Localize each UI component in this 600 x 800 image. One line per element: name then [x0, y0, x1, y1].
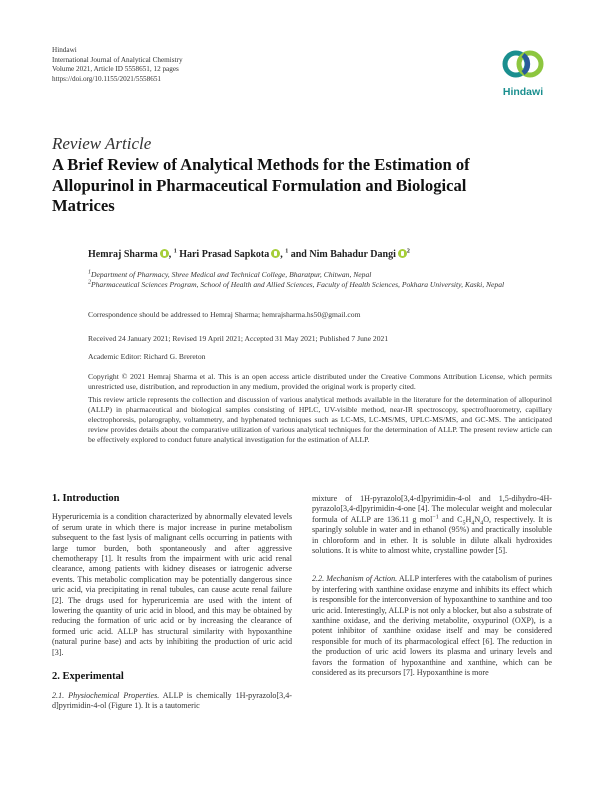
properties-paragraph	[312, 494, 552, 556]
author-and: and	[288, 249, 310, 260]
text-part: mixture of 1H-pyrazolo[3,4-d]pyrimidin-4-ol and 1,5-dihydro-4H-pyrazolo[3,4-d]pyrimidin-4-one [4]. The molecular weight and molecular formula of ALLP are 136.11 g mol	[312, 494, 552, 524]
orcid-icon[interactable]	[271, 249, 280, 258]
paragraph-text: ALLP is chemically 1H-pyrazolo[3,4-d]pyrimidin-4-ol (Figure 1). It is a tautomeric	[52, 690, 292, 710]
author-sep: ,	[168, 249, 174, 260]
author-sep: ,	[280, 249, 286, 260]
affil-text: Department of Pharmacy, Shree Medical and Technical College, Bharatpur, Chitwan, Nepal	[91, 270, 372, 279]
subscript: 4	[471, 520, 475, 527]
section-heading-experimental: 2. Experimental	[52, 671, 124, 683]
logo-icon	[501, 44, 545, 84]
text-part: N	[474, 514, 481, 524]
affil-text: Pharmaceutical Sciences Program, School of Health and Allied Sciences, Faculty of Health Sciences, Pokhara University, Kaski, Nepal	[91, 280, 505, 289]
doi-link[interactable]: https://doi.org/10.1155/2021/5558651	[52, 74, 162, 83]
journal-info	[52, 46, 183, 84]
abstract: This review article represents the collection and discussion of various analytical methods available in the literature for the determination of allopurinol (ALLP) in pharmaceutical and biological samples consisting of HPLC, UV-visible method, near-IR spectroscopy, spectrofluorometry, capillary electrophoresis, polarography, voltammetry, and hyphenated techniques such as LC-MS, LC-MS/MS, UPLC-MS/MS, and GC-MS. The anticipated review provides details about the comparative utilization of various analytical techniques for the determination of ALLP. The present review article can be effectively explored to conduct future analytical investigation for the estimation of ALLP.	[88, 395, 552, 444]
author-name[interactable]: Hari Prasad Sapkota	[179, 249, 270, 260]
section-heading-introduction: 1. Introduction	[52, 493, 120, 504]
affiliations	[88, 270, 552, 290]
subscript: 4	[480, 520, 484, 527]
paragraph-text: ALLP interferes with the catabolism of purines by interfering with xanthine oxidase enzyme and inhibits its effect which is responsible for the interconversion of hypoxanthine to xanthine and too uric acid. Interestingly, ALLP is not only a blocker, but also a substrate of xanthine oxidase, and the deriving metabolite, oxypurinol (OXP), is a potent inhibitor of xanthine oxidase itself and may be considered responsible for much of its pharmacological effect [6]. The reduction in the production of uric acid lowers its plasma and urinary levels and favors the formation of hypoxanthine and xanthine, which can be considered as its precursors [7]. Hypoxanthine is more	[312, 574, 552, 678]
publisher-name: Hindawi	[52, 46, 77, 54]
introduction-text: Hyperuricemia is a condition characterized by abnormally elevated levels of serum urate in which there is major increase in purine metabolism subsequent to the fast lysis of malignant cells occurring in patients with large tumor burden, both spontaneously and after aggressive chemotherapy [1]. It results from the impairment with uric acid renal clearance, among patients with kidney diseases or iatrogenic adverse events. This metabolic complication may be potentially dangerous since uric acid, via precipitating in renal tubules, can cause acute renal failure [2]. The drugs used for hyperuricemia are used with the intent of lowering the quantity of uric acid in blood, and this may be obtained by reducing the formation of uric acid or by increasing the clearance of formed uric acid. ALLP has structural similarity with hypoxanthine (natural purine base) and acts by inhibiting the production of uric acid [3].	[52, 512, 292, 657]
copyright-notice: Copyright © 2021 Hemraj Sharma et al. This is an open access article distributed under the Creative Commons Attribution License, which permits unrestricted use, distribution, and reproduction in any medium, provided the original work is properly cited.	[88, 372, 552, 391]
subsection-heading: 2.2. Mechanism of Action.	[312, 574, 398, 584]
text-part: O, respectively. It is sparingly soluble in water and in ethanol (95%) and practically insoluble in chloroform and in ether. It is soluble in dilute alkali hydroxides solutions. It is white to almost white, crystalline powder [5].	[312, 514, 552, 556]
author-name[interactable]: Hemraj Sharma	[88, 249, 158, 260]
academic-editor: Academic Editor: Richard G. Brereton	[88, 352, 206, 361]
article-type: Review Article	[52, 134, 152, 153]
author-affil-sup: 2	[406, 248, 410, 255]
correspondence: Correspondence should be addressed to Hemraj Sharma; hemrajsharma.hs50@gmail.com	[88, 310, 361, 319]
hindawi-logo	[494, 44, 552, 104]
affiliation-item	[88, 270, 552, 280]
orcid-icon[interactable]	[398, 249, 407, 258]
affil-sup: 2	[88, 279, 91, 286]
right-column	[312, 494, 552, 679]
mechanism-paragraph	[312, 574, 552, 678]
author-affil-sup: 1	[285, 248, 289, 255]
affiliation-item	[88, 280, 552, 290]
text-part: H	[465, 514, 472, 524]
exponent: −1	[432, 514, 439, 521]
author-list	[88, 249, 410, 260]
volume-info: Volume 2021, Article ID 5558651, 12 pages	[52, 65, 179, 74]
author-name[interactable]: Nim Bahadur Dangi	[309, 249, 396, 260]
physiochemical-paragraph	[52, 691, 292, 712]
article-title: A Brief Review of Analytical Methods for the Estimation of Allopurinol in Pharmaceutical Formulation and Biological Matrices	[52, 155, 470, 215]
publication-dates: Received 24 January 2021; Revised 19 April 2021; Accepted 31 May 2021; Published 7 June 2021	[88, 334, 389, 343]
left-column	[52, 494, 292, 711]
subscript: 5	[462, 520, 466, 527]
orcid-icon[interactable]	[160, 249, 169, 258]
author-affil-sup: 1	[173, 248, 177, 255]
subsection-heading: 2.1. Physiochemical Properties.	[52, 690, 160, 700]
text-part: and C	[438, 514, 463, 524]
affil-sup: 1	[88, 269, 91, 276]
journal-name: International Journal of Analytical Chemistry	[52, 55, 183, 64]
logo-text: Hindawi	[502, 86, 544, 98]
